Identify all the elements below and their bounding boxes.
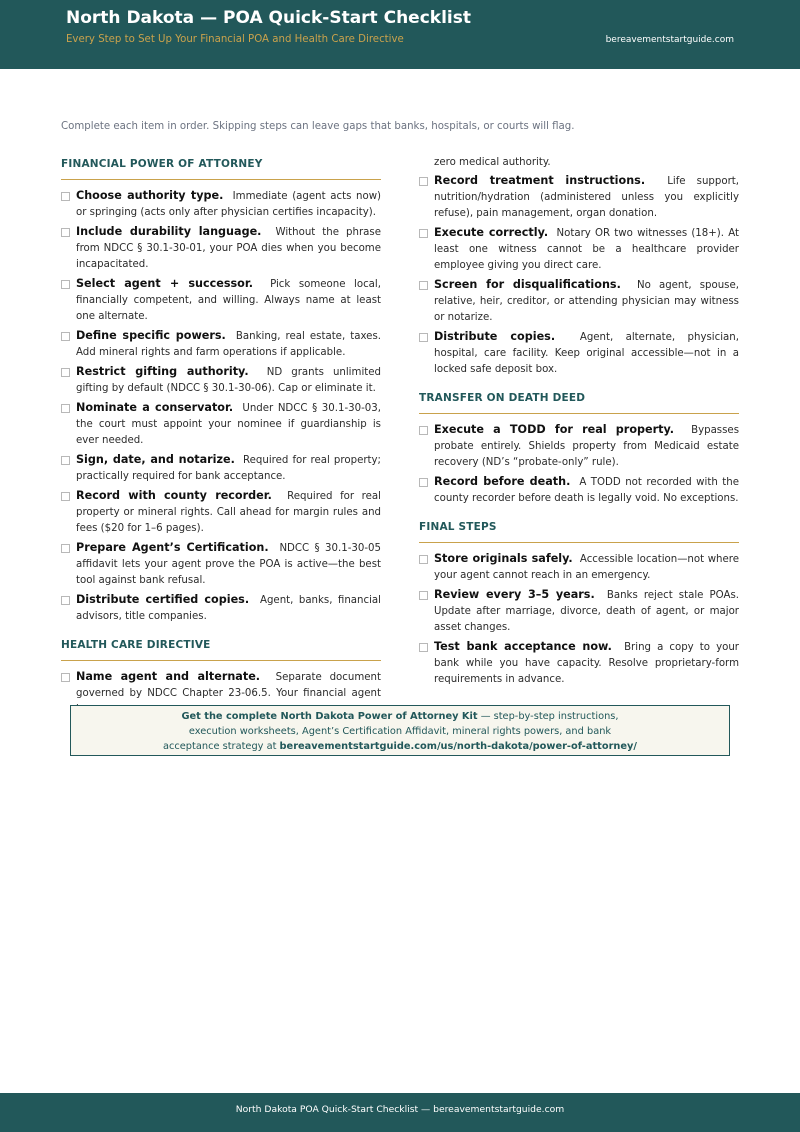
checkbox[interactable] — [419, 333, 428, 342]
checkbox[interactable] — [419, 591, 428, 600]
final-checklist — [419, 551, 739, 688]
callout-line-2: execution worksheets, Agent’s Certification Affidavit, mineral rights powers, and bank — [188, 726, 612, 737]
item-heading: Screen for disqualifications. — [434, 278, 621, 291]
section-heading-final: FINAL STEPS — [419, 521, 497, 533]
page-header — [0, 0, 800, 69]
section-divider — [61, 660, 381, 661]
todd-checklist — [419, 422, 739, 507]
left-column — [61, 156, 381, 721]
checkbox[interactable] — [61, 368, 70, 377]
callout-url-link[interactable]: bereavementstartguide.com/us/north-dakota/power-of-attorney/ — [279, 741, 637, 752]
item-body: Without the phrase from NDCC § 30.1-30-01, your POA dies when you become incapacitated. — [76, 227, 381, 270]
checkbox[interactable] — [419, 426, 428, 435]
item-body: ND grants unlimited gifting by default (NDCC § 30.1-30-06). Cap or eliminate it. — [76, 367, 381, 394]
checkbox[interactable] — [61, 280, 70, 289]
footer-text: North Dakota POA Quick-Start Checklist — bereavementstartguide.com — [235, 1104, 565, 1115]
item-body: Pick someone local, financially competent, and willing. Always name at least one alternate. — [76, 279, 381, 322]
checkbox[interactable] — [61, 332, 70, 341]
item-body: Required for real property; practically required for bank acceptance. — [76, 455, 381, 482]
checkbox[interactable] — [61, 544, 70, 553]
item-heading: Name agent and alternate. — [76, 670, 261, 683]
item-heading: Select agent + successor. — [76, 277, 254, 290]
checkbox[interactable] — [61, 228, 70, 237]
checkbox[interactable] — [419, 177, 428, 186]
item-heading: Execute correctly. — [434, 226, 549, 239]
checkbox[interactable] — [61, 192, 70, 201]
item-body: Immediate (agent acts now) or springing (acts only after physician certifies incapacity). — [76, 191, 382, 218]
checklist-item — [61, 400, 381, 449]
checklist-item — [419, 551, 739, 584]
checklist-item — [419, 422, 739, 471]
checkbox[interactable] — [61, 404, 70, 413]
checkbox[interactable] — [419, 643, 428, 652]
item-heading: Define specific powers. — [76, 329, 226, 342]
item-heading: Review every 3–5 years. — [434, 588, 595, 601]
item-heading: Include durability language. — [76, 225, 262, 238]
checklist-item — [61, 592, 381, 625]
checklist-item — [61, 188, 381, 221]
callout-line-3-prefix: acceptance strategy at — [163, 741, 280, 752]
intro-text: Complete each item in order. Skipping steps can leave gaps that banks, hospitals, or courts will flag. — [61, 121, 575, 132]
item-heading: Prepare Agent’s Certification. — [76, 541, 269, 554]
checklist-item — [419, 225, 739, 274]
item-heading: Nominate a conservator. — [76, 401, 234, 414]
callout-line-1 — [71, 709, 729, 724]
section-divider — [61, 179, 381, 180]
item-body: Banks reject stale POAs. Update after marriage, divorce, death of agent, or major asset changes. — [434, 590, 740, 633]
checkbox[interactable] — [419, 229, 428, 238]
item-heading: Distribute certified copies. — [76, 593, 250, 606]
item-heading: Record treatment instructions. — [434, 174, 646, 187]
checklist-item — [61, 452, 381, 485]
item-body: Life support, nutrition/hydration (administered unless you explicitly refuse), pain management, organ donation. — [434, 176, 740, 219]
item-body-continued: zero medical authority. — [434, 157, 551, 168]
item-heading: Record with county recorder. — [76, 489, 272, 502]
kit-callout-box — [70, 705, 730, 756]
page-title: North Dakota — POA Quick-Start Checklist — [66, 8, 471, 28]
checklist-item — [419, 587, 739, 636]
checkbox[interactable] — [419, 281, 428, 290]
checkbox[interactable] — [61, 596, 70, 605]
section-divider — [419, 542, 739, 543]
item-heading: Record before death. — [434, 475, 571, 488]
checkbox[interactable] — [61, 492, 70, 501]
health-checklist-continued — [419, 173, 739, 378]
checklist-item — [61, 488, 381, 537]
item-heading: Restrict gifting authority. — [76, 365, 249, 378]
item-heading: Sign, date, and notarize. — [76, 453, 235, 466]
checklist-item — [419, 639, 739, 688]
checklist-item — [419, 329, 739, 378]
item-body: Accessible location—not where your agent cannot reach in an emergency. — [434, 554, 739, 581]
item-body: NDCC § 30.1-30-05 affidavit lets your agent prove the POA is active—the best tool against bank refusal. — [76, 543, 381, 586]
item-heading: Execute a TODD for real property. — [434, 423, 674, 436]
item-heading: Store originals safely. — [434, 552, 573, 565]
checklist-item — [61, 328, 381, 361]
page-subtitle: Every Step to Set Up Your Financial POA and Health Care Directive — [66, 34, 404, 45]
callout-line-3 — [71, 739, 729, 754]
section-divider — [419, 413, 739, 414]
item-body: Notary OR two witnesses (18+). At least one witness cannot be a healthcare provider employee giving you direct care. — [434, 228, 739, 271]
financial-checklist — [61, 188, 381, 625]
item-heading: Test bank acceptance now. — [434, 640, 612, 653]
item-body: Banking, real estate, taxes. Add mineral rights and farm operations if applicable. — [76, 331, 381, 358]
item-body: Under NDCC § 30.1-30-03, the court must appoint your nominee if guardianship is ever needed. — [76, 403, 382, 446]
checklist-item — [61, 276, 381, 325]
section-heading-health: HEALTH CARE DIRECTIVE — [61, 639, 211, 651]
checkbox[interactable] — [61, 673, 70, 682]
item-body: A TODD not recorded with the county recorder before death is legally void. No exceptions. — [434, 477, 740, 504]
checkbox[interactable] — [419, 478, 428, 487]
item-body: Agent, banks, financial advisors, title companies. — [76, 595, 381, 622]
checkbox[interactable] — [419, 555, 428, 564]
item-body: Bring a copy to your bank while you have capacity. Resolve proprietary-form requirements in advance. — [434, 642, 739, 685]
header-site-link[interactable]: bereavementstartguide.com — [605, 35, 734, 45]
item-body: No agent, spouse, relative, heir, creditor, or attending physician may witness or notarize. — [434, 280, 739, 323]
item-heading: Distribute copies. — [434, 330, 556, 343]
checkbox[interactable] — [61, 456, 70, 465]
section-heading-todd: TRANSFER ON DEATH DEED — [419, 392, 586, 404]
checklist-item — [61, 364, 381, 397]
item-body: Agent, alternate, physician, hospital, care facility. Keep original accessible—not in a locked safe deposit box. — [434, 332, 739, 375]
item-body: Required for real property or mineral rights. Call ahead for margin rules and fees ($20 for 1–6 pages). — [76, 491, 381, 534]
page-footer — [0, 1093, 800, 1132]
checklist-item — [419, 173, 739, 222]
callout-line-1-rest: — step-by-step instructions, — [477, 711, 619, 722]
checklist-item — [419, 474, 739, 507]
item-body: Bypasses probate entirely. Shields property from Medicaid estate recovery (ND’s “probate-only” rule). — [434, 425, 739, 468]
item-body: Separate document governed by NDCC Chapter 23-06.5. Your financial agent — [76, 672, 381, 699]
section-heading-financial: FINANCIAL POWER OF ATTORNEY — [61, 158, 263, 170]
item-heading: Choose authority type. — [76, 189, 224, 202]
checklist-item — [61, 540, 381, 589]
right-column — [419, 155, 739, 691]
callout-lead: Get the complete North Dakota Power of Attorney Kit — [181, 711, 478, 722]
checklist-item — [419, 277, 739, 326]
checklist-item — [61, 224, 381, 273]
